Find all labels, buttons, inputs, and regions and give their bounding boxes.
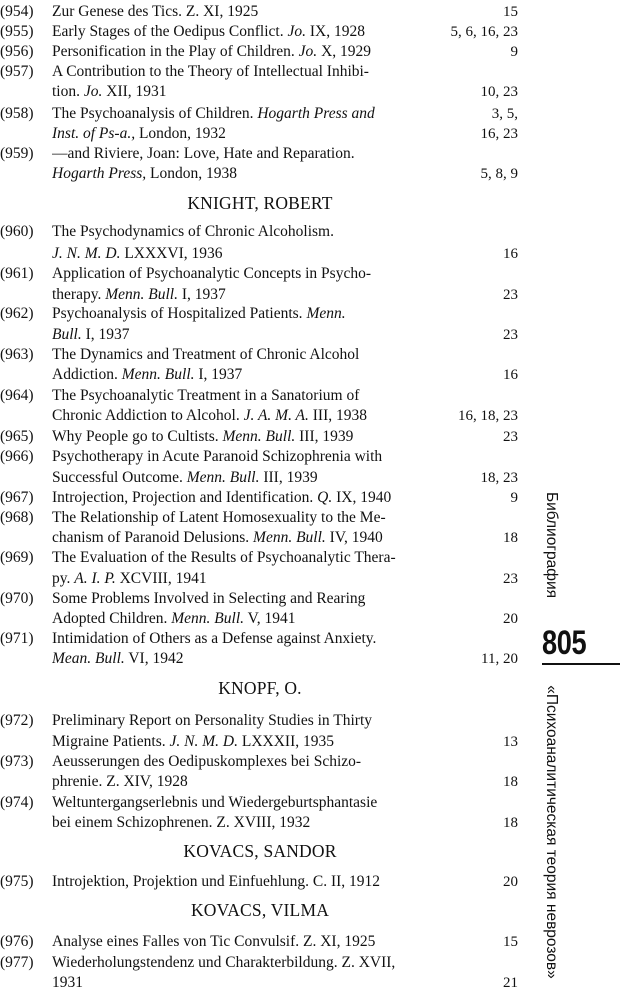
- page-references: 23: [503, 571, 518, 587]
- entry-number: (959): [0, 145, 34, 162]
- page-references: 18: [503, 774, 518, 790]
- entry-text: J. N. M. D. LXXXVI, 1936: [52, 245, 223, 262]
- bibliography-entry: [0, 932, 530, 952]
- entry-text: —and Riviere, Joan: Love, Hate and Reparation.: [52, 145, 355, 162]
- entry-text: Some Problems Involved in Selecting and Rearing: [52, 590, 366, 607]
- bibliography-entry: [0, 508, 530, 548]
- page-references: 23: [503, 287, 518, 303]
- bibliography-entry: [0, 386, 530, 426]
- entry-text: Early Stages of the Oedipus Conflict. Jo. IX, 1928: [52, 23, 365, 40]
- entry-text: phrenie. Z. XIV, 1928: [52, 773, 188, 790]
- entry-text: Wiederholungstendenz und Charakterbildung. Z. XVII,: [52, 954, 396, 971]
- page-references: 23: [503, 429, 518, 445]
- entry-text: Application of Psychoanalytic Concepts in Psycho-: [52, 265, 371, 282]
- author-heading: KNOPF, O.: [218, 678, 302, 698]
- bibliography-entry: [0, 629, 530, 669]
- bibliography-entry: [0, 488, 530, 508]
- page-references: 21: [503, 975, 518, 991]
- bibliography-entry: [0, 22, 530, 42]
- bibliography-entry: [0, 304, 530, 344]
- bibliography-entry: [0, 872, 530, 892]
- entry-text: The Psychoanalysis of Children. Hogarth Press and: [52, 105, 375, 122]
- entry-text: Psychoanalysis of Hospitalized Patients. Menn.: [52, 305, 346, 322]
- entry-text: Bull. I, 1937: [52, 326, 130, 343]
- entry-number: (972): [0, 712, 34, 729]
- bibliography-entry: [0, 548, 530, 588]
- entry-number: (967): [0, 489, 34, 506]
- entry-number: (957): [0, 63, 34, 80]
- entry-number: (958): [0, 105, 34, 122]
- page-references: 9: [510, 490, 518, 506]
- entry-number: (975): [0, 873, 34, 890]
- page-references: 23: [503, 327, 518, 343]
- entry-text: Personification in the Play of Children. Jo. X, 1929: [52, 43, 372, 60]
- entry-text: The Psychoanalytic Treatment in a Sanatorium of: [52, 387, 360, 404]
- entry-number: (977): [0, 954, 34, 971]
- entry-number: (965): [0, 428, 34, 445]
- page-references: 18: [503, 815, 518, 831]
- bibliography-entry: [0, 793, 530, 833]
- entry-text: Mean. Bull. VI, 1942: [52, 650, 184, 667]
- bibliography-entry: [0, 62, 530, 102]
- page-references: 18, 23: [480, 470, 518, 486]
- entry-text: Inst. of Ps-a., London, 1932: [52, 125, 226, 142]
- entry-text: The Dynamics and Treatment of Chronic Alcohol: [52, 346, 360, 363]
- bibliography-entry: [0, 144, 530, 184]
- bibliography-entry: [0, 447, 530, 487]
- entry-text: Successful Outcome. Menn. Bull. III, 1939: [52, 469, 318, 486]
- entry-text: Introjection, Projection and Identification. Q. IX, 1940: [52, 489, 392, 506]
- entry-number: (963): [0, 346, 34, 363]
- entry-text: Why People go to Cultists. Menn. Bull. III, 1939: [52, 428, 354, 445]
- entry-text: Addiction. Menn. Bull. I, 1937: [52, 366, 243, 383]
- entry-text: Psychotherapy in Acute Paranoid Schizophrenia with: [52, 448, 383, 465]
- entry-number: (968): [0, 509, 34, 526]
- entry-text: Weltuntergangserlebnis und Wiedergeburtsphantasie: [52, 794, 378, 811]
- entry-text: tion. Jo. XII, 1931: [52, 83, 167, 100]
- entry-number: (976): [0, 933, 34, 950]
- entry-text: Zur Genese des Tics. Z. XI, 1925: [52, 3, 259, 20]
- page-references: 15: [503, 934, 518, 950]
- bibliography-entry: [0, 589, 530, 629]
- bibliography-entry: [0, 427, 530, 447]
- entry-number: (955): [0, 23, 34, 40]
- running-head-book-title: [538, 680, 564, 985]
- entry-text: Chronic Addiction to Alcohol. J. A. M. A. III, 1938: [52, 407, 368, 424]
- entry-number: (966): [0, 448, 34, 465]
- page-number: 805: [542, 624, 587, 662]
- page-number-rule: [542, 663, 620, 665]
- bibliography-entry: [0, 2, 530, 22]
- running-head-section: [538, 465, 564, 625]
- entry-number: (964): [0, 387, 34, 404]
- entry-number: (956): [0, 43, 34, 60]
- entry-number: (974): [0, 794, 34, 811]
- page-references: 3, 5,: [491, 106, 518, 122]
- entry-number: (960): [0, 223, 34, 240]
- bibliography-entry: [0, 953, 530, 993]
- bibliography-entry: [0, 222, 530, 262]
- entry-text: Introjektion, Projektion und Einfuehlung. C. II, 1912: [52, 873, 381, 890]
- entry-number: (961): [0, 265, 34, 282]
- page-references: 20: [503, 611, 518, 627]
- page-references: 16: [503, 367, 518, 383]
- page-references: 20: [503, 874, 518, 890]
- entry-text: The Psychodynamics of Chronic Alcoholism.: [52, 223, 334, 240]
- bibliography-entry: [0, 42, 530, 62]
- entry-number: (969): [0, 549, 34, 566]
- entry-text: py. A. I. P. XCVIII, 1941: [52, 570, 207, 587]
- entry-text: Intimidation of Others as a Defense against Anxiety.: [52, 630, 377, 647]
- entry-text: The Evaluation of the Results of Psychoanalytic Thera-: [52, 549, 396, 566]
- entry-text: bei einem Schizophrenen. Z. XVIII, 1932: [52, 814, 311, 831]
- entry-text: Hogarth Press, London, 1938: [52, 165, 237, 182]
- entry-text: Migraine Patients. J. N. M. D. LXXXII, 1935: [52, 733, 334, 750]
- section-title: Библиография: [543, 491, 560, 599]
- page-references: 5, 8, 9: [480, 166, 518, 182]
- page-references: 16, 23: [480, 126, 518, 142]
- entry-number: (971): [0, 630, 34, 647]
- page-references: 13: [503, 734, 518, 750]
- entry-text: Aeusserungen des Oedipuskomplexes bei Schizo-: [52, 753, 362, 770]
- bibliography-entry: [0, 104, 530, 144]
- bibliography-entry: [0, 752, 530, 792]
- entry-text: Preliminary Report on Personality Studies in Thirty: [52, 712, 373, 729]
- entry-number: (962): [0, 305, 34, 322]
- page-references: 16: [503, 246, 518, 262]
- page-references: 5, 6, 16, 23: [450, 24, 518, 40]
- page-references: 16, 18, 23: [458, 408, 518, 424]
- page-references: 9: [510, 44, 518, 60]
- entry-text: A Contribution to the Theory of Intellectual Inhibi-: [52, 63, 369, 80]
- entry-text: Adopted Children. Menn. Bull. V, 1941: [52, 610, 296, 627]
- entry-number: (954): [0, 3, 34, 20]
- page-references: 15: [503, 4, 518, 20]
- entry-text: The Relationship of Latent Homosexuality to the Me-: [52, 509, 386, 526]
- bibliography-entry: [0, 345, 530, 385]
- author-heading: KOVACS, VILMA: [190, 900, 330, 920]
- author-heading: KOVACS, SANDOR: [183, 841, 337, 861]
- entry-text: Analyse eines Falles von Tic Convulsif. Z. XI, 1925: [52, 933, 376, 950]
- author-heading: KNIGHT, ROBERT: [187, 193, 333, 213]
- bibliography-entry: [0, 264, 530, 304]
- book-title: «Психоаналитическая теория неврозов»: [543, 685, 560, 979]
- entry-text: chanism of Paranoid Delusions. Menn. Bull. IV, 1940: [52, 529, 383, 546]
- entry-number: (970): [0, 590, 34, 607]
- entry-text: 1931: [52, 974, 83, 991]
- bibliography-entry: [0, 711, 530, 751]
- page-references: 18: [503, 530, 518, 546]
- page-references: 10, 23: [480, 84, 518, 100]
- page-references: 11, 20: [481, 651, 518, 667]
- entry-number: (973): [0, 753, 34, 770]
- entry-text: therapy. Menn. Bull. I, 1937: [52, 286, 226, 303]
